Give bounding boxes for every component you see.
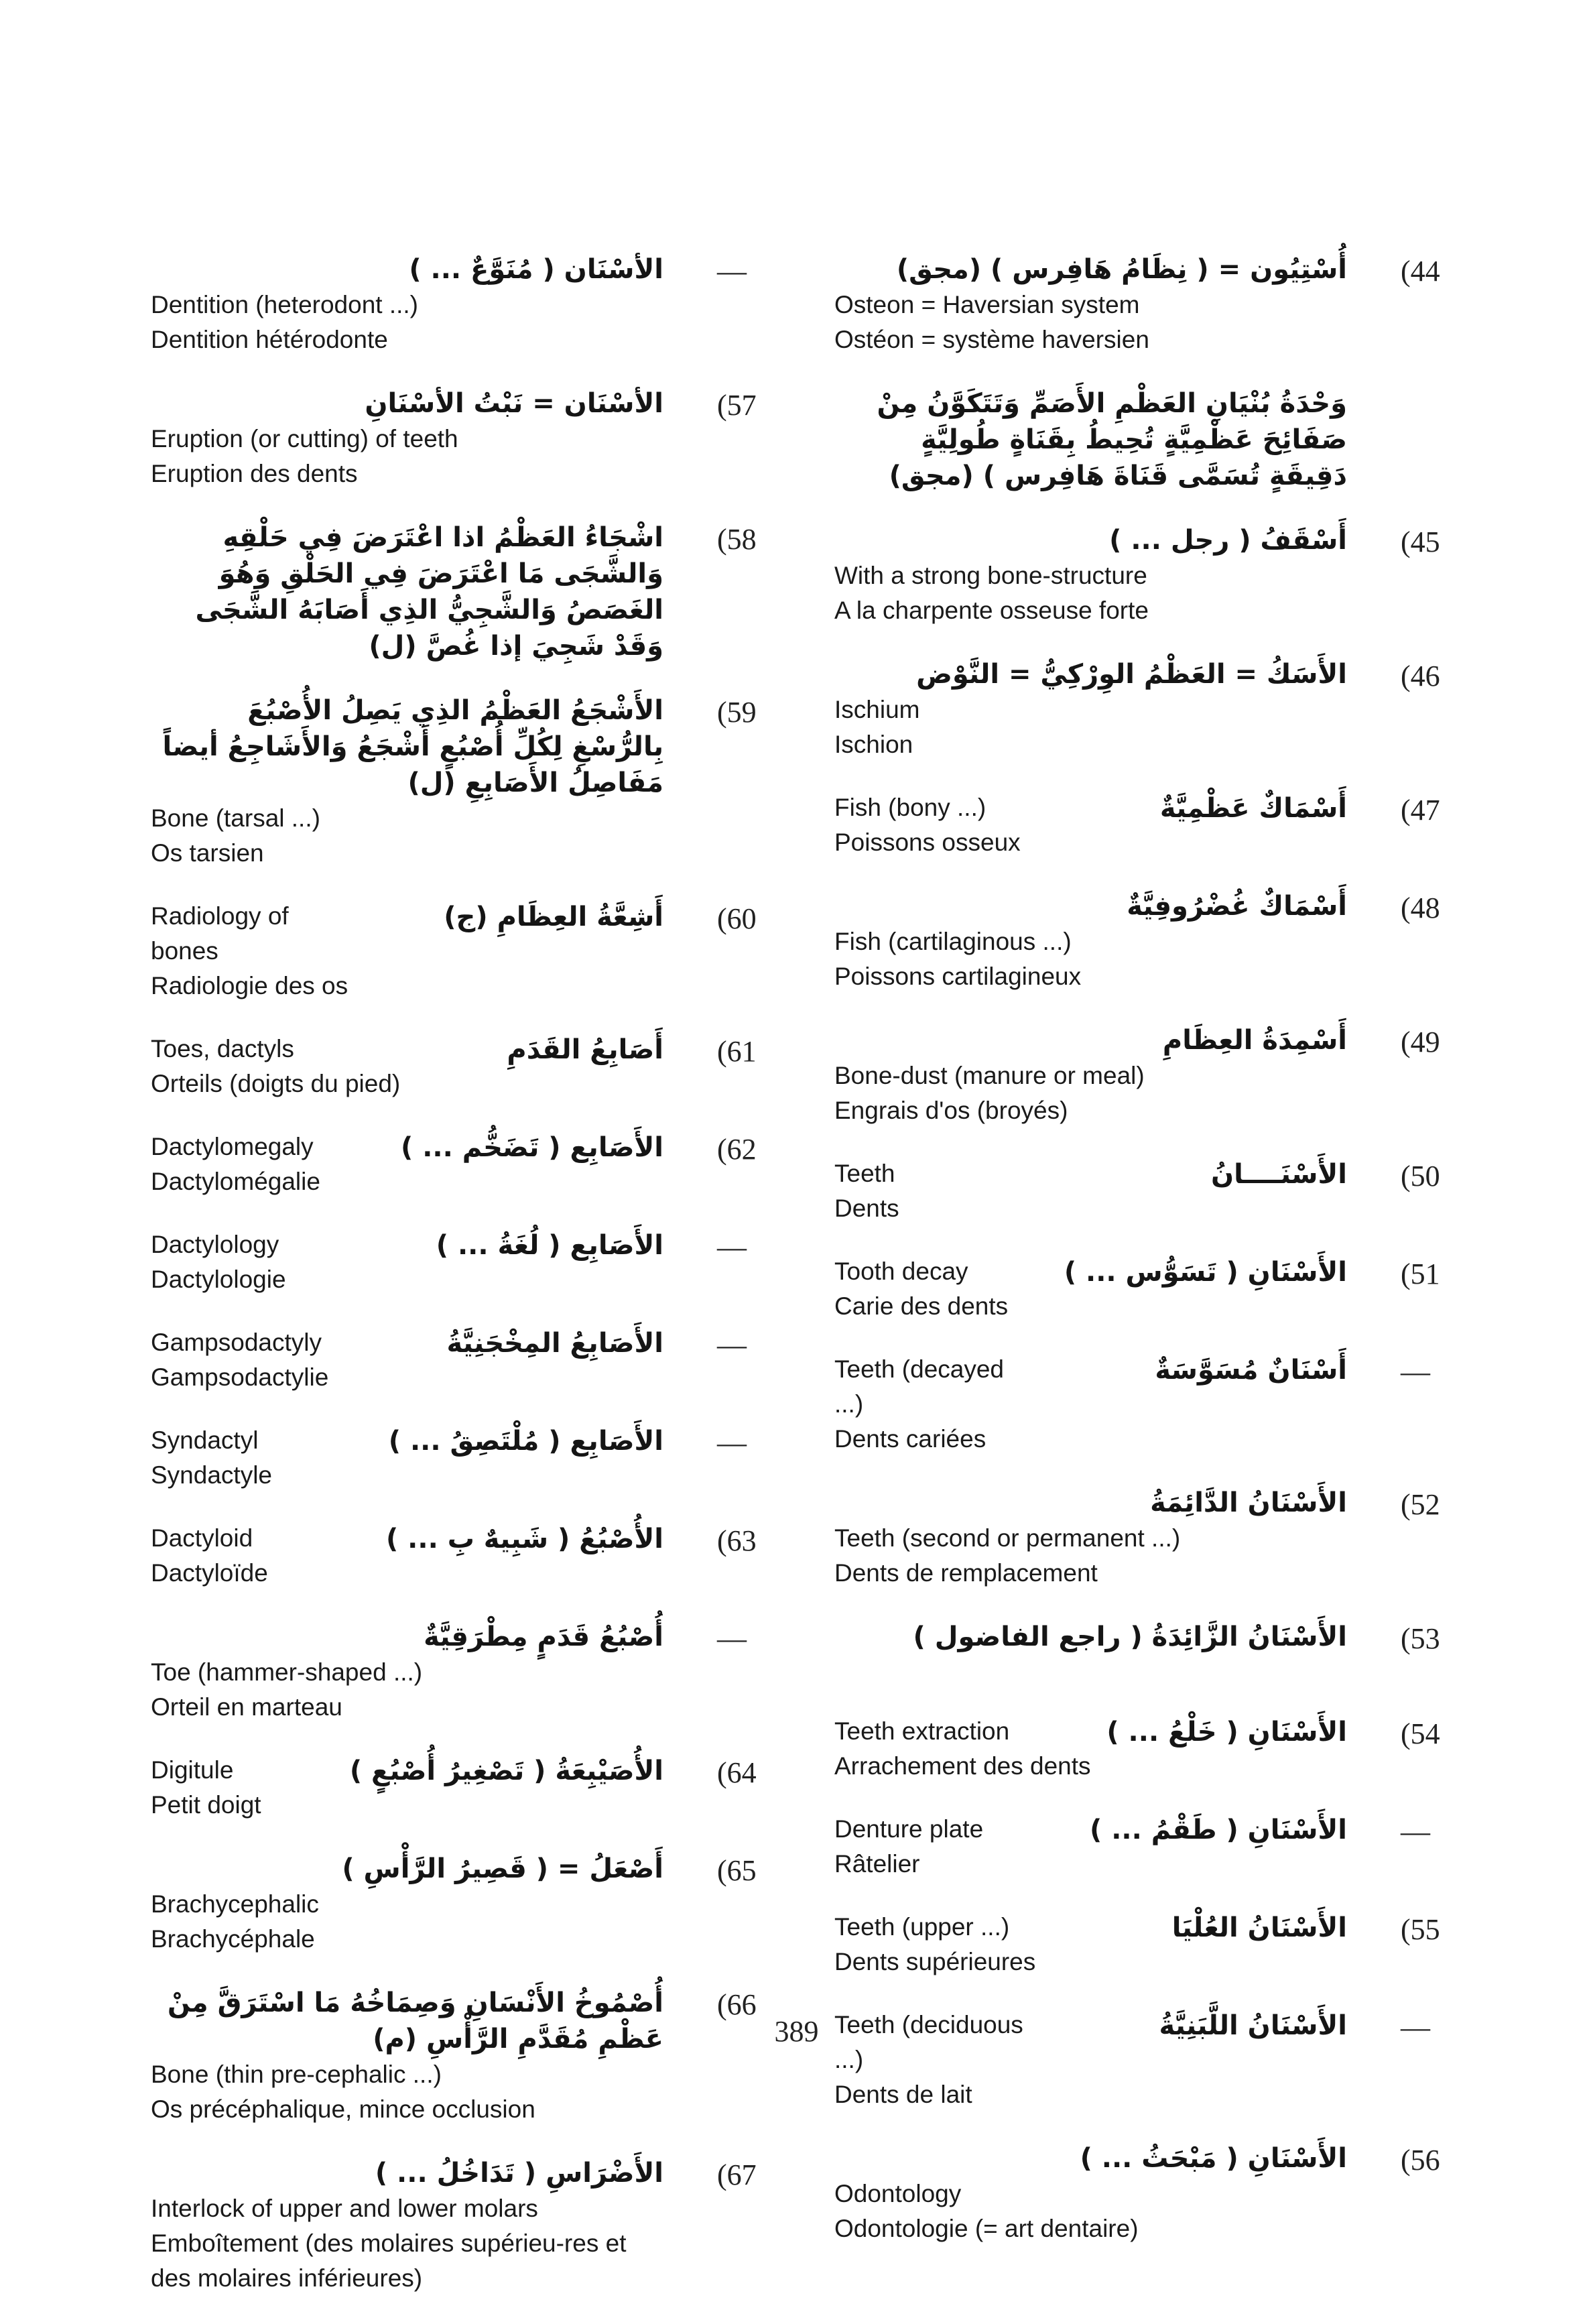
dictionary-entry [834, 1714, 1464, 1784]
french-term: Emboîtement (des molaires supérieu-res et des molaires inférieures) [151, 2229, 627, 2292]
arabic-term: أُصْمُوخُ الأَنْسَانِ وَصِمَاخُهُ مَا اسْتَرَقَّ مِنْ عَظْمِ مُقَدَّمِ الرَّأْسِ (م) [167, 1987, 663, 2055]
arabic-term: أَصْعَلُ = ( قَصِيرُ الرَّأْسِ ) [342, 1853, 663, 1884]
french-term: Os tarsien [151, 839, 264, 867]
english-term: Fish (bony ...) [834, 794, 986, 821]
arabic-term: الأَسَكُ = العَظْمُ الوِرْكِيُّ = النَّوْض [916, 659, 1347, 690]
arabic-term: أَسْمِدَةُ العِظَامِ [1162, 1025, 1347, 1056]
french-term: Arrachement des dents [834, 1752, 1091, 1780]
dictionary-entry [834, 888, 1464, 994]
arabic-term: أُسْتِيُون = ( نِظَامُ هَافِرس ) (مجق) [896, 254, 1347, 285]
entry-number: (46 [1401, 660, 1440, 692]
dictionary-entry [151, 1423, 781, 1493]
french-term: Râtelier [834, 1850, 920, 1878]
dictionary-entry [151, 1753, 781, 1823]
arabic-term: أَسْمَاكٌ عَظْمِيَّةٌ [1159, 793, 1347, 824]
entry-number: (47 [1401, 794, 1440, 827]
english-term: Brachycephalic [151, 1890, 319, 1918]
entry-number: (53 [1401, 1622, 1440, 1655]
french-term: Gampsodactylie [151, 1363, 329, 1391]
right-column [834, 251, 1464, 2274]
english-term: Teeth (deciduous ...) [834, 2011, 1023, 2073]
french-term: Odontologie (= art dentaire) [834, 2215, 1139, 2242]
entry-number: (56 [1401, 2144, 1440, 2177]
arabic-term: الأَضْرَاسِ ( تَدَاخُلُ ... ) [375, 2158, 663, 2189]
entry-number: (64 [717, 1756, 757, 1789]
entry-number: (59 [717, 696, 757, 729]
arabic-term: الأَصَابِع ( تَضَخُّم ... ) [401, 1132, 663, 1163]
entry-number: (67 [717, 2158, 757, 2191]
french-term: Ischion [834, 731, 913, 758]
english-term: Teeth extraction [834, 1717, 1010, 1745]
arabic-term: الأَسْنَانُ العُلْيَا [1171, 1912, 1347, 1943]
entry-number: — [717, 1622, 747, 1655]
dictionary-entry [834, 2140, 1464, 2246]
dictionary-entry [151, 1129, 781, 1199]
english-term: Syndactyl [151, 1426, 259, 1454]
entry-number: (49 [1401, 1026, 1440, 1058]
dictionary-entry [834, 1254, 1464, 1324]
entry-number: (66 [717, 1988, 757, 2021]
entry-number: (61 [717, 1035, 757, 1068]
arabic-term: الأَسْنَانُ اللَّبَنِيَّةُ [1159, 2010, 1347, 2041]
arabic-term: أَسْقَفُ ( رجل ... ) [1109, 525, 1347, 556]
dictionary-entry [834, 522, 1464, 628]
entry-number: (63 [717, 1524, 757, 1557]
arabic-term: اشْجَاءُ العَظْمُ اذا اعْتَرَضَ فِي حَلْقِهِ وَالشَّجَى مَا اعْتَرَضَ فِي الحَلْقِ وَهُوَ الغَصَصُ وَالشَّجِيُّ الذِي أَصَابَهُ الشَّجَى وَقَدْ شَجِيَ إذا غُصَّ (ل) [195, 522, 663, 662]
english-term: Teeth (decayed ...) [834, 1355, 1005, 1418]
english-term: Gampsodactyly [151, 1329, 322, 1356]
french-term: Os précéphalique, mince occlusion [151, 2095, 535, 2123]
entry-number: (48 [1401, 892, 1440, 924]
english-term: Bone (tarsal ...) [151, 804, 320, 832]
arabic-term: الأُصْبُعُ ( شَبِيهٌ بِ ... ) [385, 1524, 663, 1554]
french-term: Radiologie des os [151, 972, 348, 999]
dictionary-entry [151, 385, 781, 491]
arabic-term: أُصْبُعُ قَدَمٍ مِطْرَقِيَّةٌ [424, 1622, 663, 1652]
french-term: Dents cariées [834, 1425, 986, 1453]
english-term: Bone (thin pre-cephalic ...) [151, 2061, 442, 2088]
entry-number: (44 [1401, 255, 1440, 288]
arabic-term: الأَسْنَانُ الزَّائِدَةُ ( راجع الفاضول ) [913, 1622, 1347, 1652]
english-term: Dactylomegaly [151, 1133, 314, 1160]
french-term: Poissons osseux [834, 829, 1021, 856]
page-number: 389 [774, 2015, 819, 2048]
entry-number: (50 [1401, 1160, 1440, 1192]
english-term: Bone-dust (manure or meal) [834, 1062, 1145, 1089]
arabic-term: الأَسْنَانُ الدَّائِمَةُ [1150, 1487, 1347, 1518]
dictionary-entry [151, 1851, 781, 1957]
french-term: Eruption des dents [151, 460, 358, 487]
entry-number: (55 [1401, 1913, 1440, 1946]
english-term: Dactyloid [151, 1524, 253, 1552]
french-term: Dactylologie [151, 1266, 286, 1293]
french-term: Dactylomégalie [151, 1168, 320, 1195]
entry-number: — [1401, 2011, 1430, 2044]
french-term: Dents [834, 1195, 899, 1222]
french-term: Dents de remplacement [834, 1559, 1098, 1587]
entry-number: (54 [1401, 1717, 1440, 1750]
english-term: Tooth decay [834, 1258, 968, 1285]
english-term: Dentition (heterodont ...) [151, 291, 418, 318]
arabic-term: الأَسْنَــــانُ [1210, 1159, 1347, 1190]
french-term: Dentition hétérodonte [151, 326, 388, 353]
english-term: Eruption (or cutting) of teeth [151, 425, 458, 452]
arabic-term: الأَسْنَانِ ( تَسَوُّس ... ) [1064, 1257, 1347, 1288]
dictionary-entry [834, 1812, 1464, 1882]
entry-number: (57 [717, 389, 757, 422]
english-term: Teeth (second or permanent ...) [834, 1524, 1181, 1552]
arabic-term: أَسْمَاكٌ غُضْرُوفِيَّةٌ [1127, 891, 1347, 922]
arabic-term: الأُصَيْبِعَةُ ( تَصْغِيرُ أُصْبُعٍ ) [349, 1756, 663, 1786]
dictionary-entry [834, 1156, 1464, 1226]
dictionary-entry [151, 251, 781, 357]
french-term: Poissons cartilagineux [834, 963, 1082, 990]
entry-number: (62 [717, 1133, 757, 1166]
dictionary-entry [151, 899, 781, 1003]
french-term: Syndactyle [151, 1461, 272, 1489]
arabic-term: الأَصَابِع ( مُلْتَصِقُ ... ) [388, 1426, 663, 1457]
dictionary-entry [151, 692, 781, 871]
dictionary-entry [834, 1485, 1464, 1591]
french-term: Dactyloïde [151, 1559, 268, 1587]
arabic-term: وَحْدَةُ بُنْيَانِ العَظْمِ الأَصَمِّ وَتَتَكَوَّنُ مِنْ صَفَائِحَ عَظْمِيَّةٍ تُحِيطُ بِقَنَاةٍ طُولِيَّةٍ دَقِيقَةٍ تُسَمَّى قَنَاةَ هَافِرس ) (مجق) [877, 388, 1347, 491]
arabic-term: الأَصَابِع ( لُغَةُ ... ) [436, 1230, 663, 1261]
french-term: Ostéon = système haversien [834, 326, 1149, 353]
english-term: Osteon = Haversian system [834, 291, 1140, 318]
french-term: Engrais d'os (broyés) [834, 1097, 1068, 1124]
french-term: Orteil en marteau [151, 1693, 342, 1721]
entry-number: — [717, 1231, 747, 1264]
entry-number: (60 [717, 902, 757, 935]
dictionary-entry [834, 1022, 1464, 1128]
dictionary-entry [151, 1032, 781, 1101]
dictionary-entry [834, 1352, 1464, 1457]
french-term: Dents de lait [834, 2081, 972, 2108]
dictionary-entry [834, 385, 1464, 494]
arabic-term: أَشِعَّةُ العِظَامِ (ج) [444, 902, 663, 932]
english-term: Digitule [151, 1756, 234, 1784]
dictionary-entry [151, 1227, 781, 1297]
french-term: A la charpente osseuse forte [834, 597, 1149, 624]
arabic-term: أَصَابِعُ القَدَمِ [507, 1034, 663, 1065]
arabic-term: أَسْنَانٌ مُسَوَّسَةٌ [1155, 1355, 1347, 1386]
english-term: Toes, dactyls [151, 1035, 294, 1062]
arabic-term: الأَسْنَانِ ( مَبْحَثُ ... ) [1080, 2143, 1347, 2174]
arabic-term: الأسْنَان = نَبْتُ الأسْنَانِ [365, 388, 663, 419]
french-term: Petit doigt [151, 1791, 261, 1819]
dictionary-entry [151, 1985, 781, 2127]
french-term: Carie des dents [834, 1292, 1009, 1320]
english-term: Dactylology [151, 1231, 279, 1258]
dictionary-entry [151, 1521, 781, 1591]
english-term: Radiology of bones [151, 902, 289, 965]
arabic-term: الأَسْنَانِ ( خَلْعُ ... ) [1106, 1717, 1347, 1748]
english-term: Odontology [834, 2180, 962, 2207]
arabic-term: الأسْنَان ( مُنَوَّعٌ ... ) [409, 254, 663, 285]
entry-number: — [717, 1329, 747, 1361]
french-term: Dents supérieures [834, 1948, 1036, 1975]
dictionary-entry [834, 1910, 1464, 1979]
entry-number: (51 [1401, 1258, 1440, 1290]
entry-number: (58 [717, 523, 757, 556]
english-term: Toe (hammer-shaped ...) [151, 1658, 423, 1686]
entry-number: — [717, 255, 747, 288]
french-term: Brachycéphale [151, 1925, 315, 1953]
dictionary-entry [834, 1619, 1464, 1686]
english-term: Ischium [834, 696, 920, 723]
entry-number: — [1401, 1355, 1430, 1388]
entry-number: — [1401, 1815, 1430, 1848]
dictionary-entry [151, 519, 781, 664]
entry-number: — [717, 1426, 747, 1459]
arabic-term: الأَشْجَعُ العَظْمُ الذِي يَصِلُ الأُصْبُعَ بِالرُّسْغِ لِكُلِّ أُصْبُعٍ أَشْجَعُ وَالأَشَاجِعُ أيضاً مَفَاصِلُ الأَصَابِعِ (ل) [162, 695, 663, 798]
dictionary-entry [151, 2155, 781, 2296]
dictionary-entry [151, 1619, 781, 1725]
english-term: Interlock of upper and lower molars [151, 2195, 538, 2222]
dictionary-entry [834, 656, 1464, 762]
english-term: Teeth [834, 1160, 895, 1187]
french-term: Orteils (doigts du pied) [151, 1070, 401, 1097]
entry-number: (65 [717, 1854, 757, 1887]
dictionary-entry [151, 1325, 781, 1395]
english-term: Teeth (upper ...) [834, 1913, 1010, 1941]
arabic-term: الأَصَابِعُ المِخْجَنِيَّةُ [446, 1328, 663, 1359]
entry-number: (45 [1401, 526, 1440, 558]
english-term: Denture plate [834, 1815, 984, 1843]
english-term: Fish (cartilaginous ...) [834, 928, 1072, 955]
arabic-term: الأَسْنَانِ ( طَقْمُ ... ) [1089, 1815, 1347, 1845]
english-term: With a strong bone-structure [834, 562, 1147, 589]
entry-number: (52 [1401, 1488, 1440, 1521]
left-column [151, 251, 781, 2324]
dictionary-entry [834, 790, 1464, 860]
dictionary-entry [834, 251, 1464, 357]
